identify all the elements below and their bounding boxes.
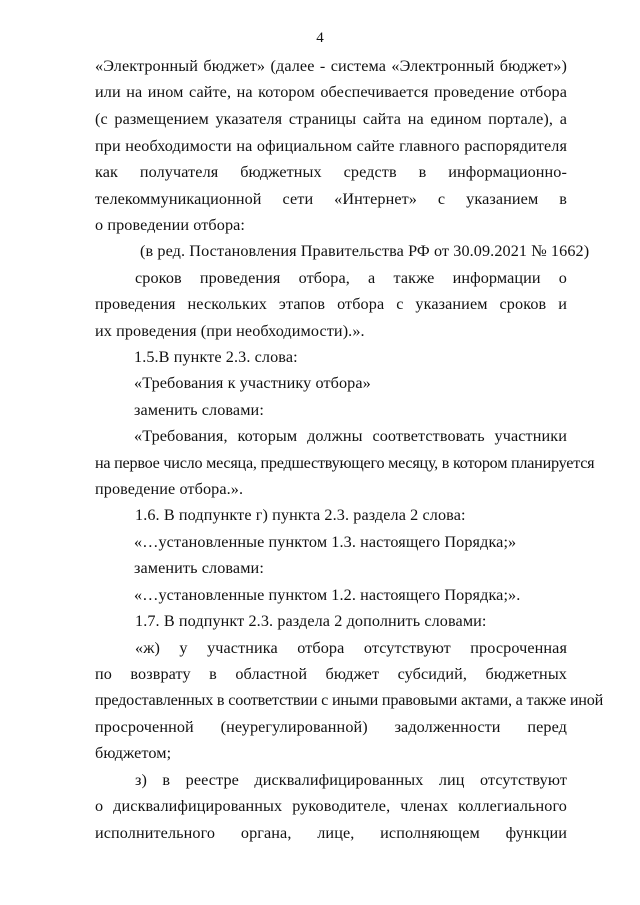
text-line: сроков проведения отбора, а также информации о <box>135 269 567 287</box>
text-line: «…установленные пунктом 1.2. настоящего Порядка;». <box>134 586 521 604</box>
text-line: проведение отбора.». <box>95 480 244 498</box>
text-line: о дисквалифицированных руководителе, членах коллегиального <box>95 797 567 815</box>
text-line: заменить словами: <box>134 401 264 419</box>
text-line: 1.5.В пункте 2.3. слова: <box>134 348 298 366</box>
text-line: или на ином сайте, на котором обеспечивается проведение отбора <box>95 83 567 101</box>
text-line: 1.6. В подпункте г) пункта 2.3. раздела 2 слова: <box>135 506 466 524</box>
text-line: предоставленных в соответствии с иными правовыми актами, а также иной <box>95 691 604 709</box>
text-line: о проведении отбора: <box>95 216 246 234</box>
text-line: просроченной (неурегулированной) задолженности перед <box>95 718 567 736</box>
page-number: 4 <box>316 30 324 46</box>
text-line: «Требования к участнику отбора» <box>134 374 371 392</box>
text-line: «Электронный бюджет» (далее - система «Электронный бюджет») <box>95 57 567 75</box>
text-line: как получателя бюджетных средств в информационно- <box>95 163 567 181</box>
text-line: проведения нескольких этапов отбора с указанием сроков и <box>95 295 567 313</box>
text-line: з) в реестре дисквалифицированных лиц отсутствуют <box>135 771 567 789</box>
text-line: при необходимости на официальном сайте главного распорядителя <box>95 137 567 155</box>
text-line: на первое число месяца, предшествующего месяцу, в котором планируется <box>95 454 595 472</box>
text-line: «…установленные пунктом 1.3. настоящего Порядка;» <box>134 533 517 551</box>
text-line: «Требования, которым должны соответствовать участники <box>134 427 567 445</box>
text-line: (с размещением указателя страницы сайта на едином портале), а <box>95 110 567 128</box>
amendment-note: (в ред. Постановления Правительства РФ от 30.09.2021 № 1662) <box>140 242 590 260</box>
text-line: исполнительного органа, лице, исполняющем функции <box>95 824 567 842</box>
text-line: заменить словами: <box>134 559 264 577</box>
text-line: 1.7. В подпункт 2.3. раздела 2 дополнить словами: <box>135 612 487 630</box>
text-line: их проведения (при необходимости).». <box>95 322 365 340</box>
text-line: телекоммуникационной сети «Интернет» с указанием в <box>95 190 567 208</box>
text-line: бюджетом; <box>95 744 172 762</box>
text-line: по возврату в областной бюджет субсидий, бюджетных <box>95 665 567 683</box>
text-line: «ж) у участника отбора отсутствуют просроченная <box>135 639 567 657</box>
